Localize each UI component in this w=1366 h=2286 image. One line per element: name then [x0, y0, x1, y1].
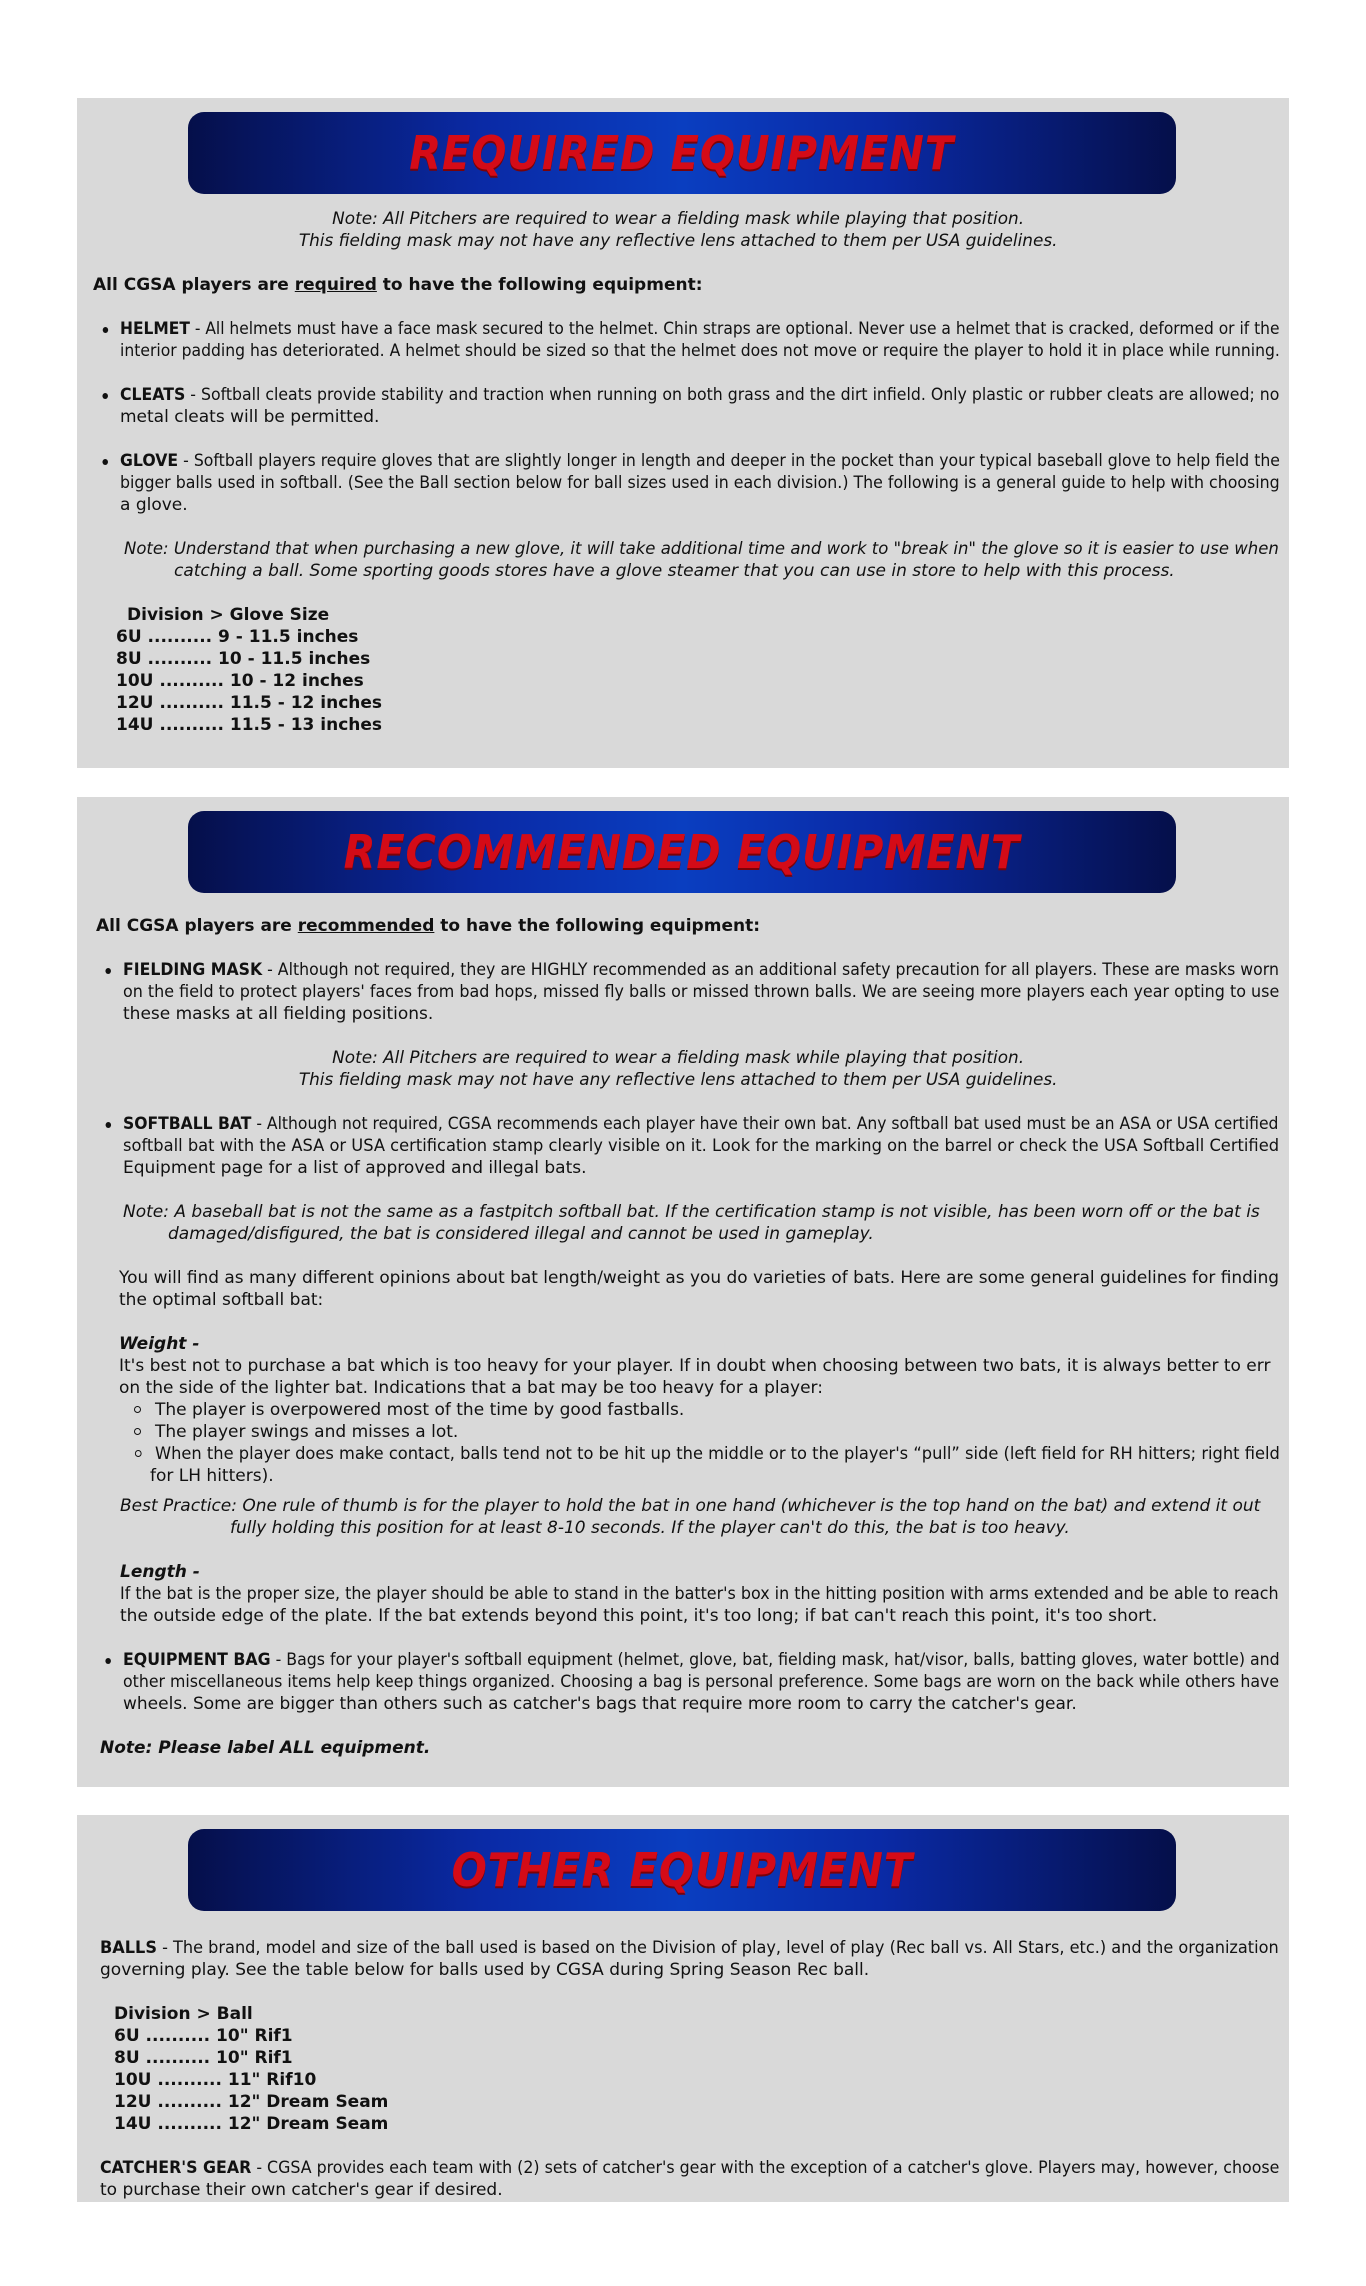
glove-size-row: 6U .......... 9 - 11.5 inches — [116, 627, 359, 647]
weight-line1: It's best not to purchase a bat which is too heavy for your player. If in doubt when choosing between two bats, it is always better to err — [119, 1356, 1271, 1376]
glove-note-line2: catching a ball. Some sporting goods stores have a glove steamer that you can use in store to help with this process. — [174, 561, 1175, 581]
weight-indicator-item: The player swings and misses a lot. — [155, 1422, 459, 1442]
ball-size-row: 10U .......... 11" Rif10 — [114, 2070, 317, 2090]
pitcher-mask-note-line2: This fielding mask may not have any reflective lens attached to them per USA guidelines. — [298, 1070, 1058, 1090]
glove-item: GLOVE - Softball players require gloves that are slightly longer in length and deeper in the pocket than your typical baseball glove to help field the — [120, 451, 1280, 471]
cleats-item-line2: metal cleats will be permitted. — [120, 407, 380, 427]
other-equipment-section — [77, 1815, 1289, 2202]
fielding-mask-line2: on the field to protect players' faces from bad hops, missed fly balls or missed thrown balls. We are seeing more players each year opting to use — [123, 982, 1280, 1002]
best-practice-line2: fully holding this position for at least 8-10 seconds. If the player can't do this, the bat is too heavy. — [230, 1518, 1070, 1538]
ball-size-row: 6U .......... 10" Rif1 — [114, 2026, 293, 2046]
ball-size-header: Division > Ball — [114, 2004, 253, 2024]
helmet-item-line2: interior padding has deteriorated. A helmet should be sized so that the helmet does not move or require the player to hold it in place while running. — [120, 341, 1280, 361]
balls-item: BALLS - The brand, model and size of the ball used is based on the Division of play, level of play (Rec ball vs. All Stars, etc.) and the organization — [100, 1938, 1279, 1958]
label-equipment-note: Note: Please label ALL equipment. — [100, 1738, 431, 1758]
required-equipment-section — [77, 98, 1289, 768]
glove-item-line2: bigger balls used in softball. (See the Ball section below for ball sizes used in each division.) The following is a general guide to help with choosing — [120, 473, 1280, 493]
ball-size-row: 8U .......... 10" Rif1 — [114, 2048, 293, 2068]
best-practice-line1: Best Practice: One rule of thumb is for the player to hold the bat in one hand (whichever is the top hand on the bat) and extend it out — [120, 1496, 1261, 1516]
glove-size-row: 12U .......... 11.5 - 12 inches — [116, 693, 383, 713]
catchers-gear-line2: to purchase their own catcher's gear if desired. — [100, 2180, 503, 2200]
pitcher-mask-note-line1: Note: All Pitchers are required to wear a fielding mask while playing that position. — [332, 1048, 1025, 1068]
length-heading: Length - — [120, 1562, 200, 1582]
glove-size-header: Division > Glove Size — [127, 605, 330, 625]
equipment-bag-line3: wheels. Some are bigger than others such as catcher's bags that require more room to carry the catcher's gear. — [123, 1694, 1077, 1714]
ball-size-row: 14U .......... 12" Dream Seam — [114, 2114, 389, 2134]
weight-indicator-item: When the player does make contact, balls tend not to be hit up the middle or to the player's “pull” side (left field for RH hitters; right field — [155, 1444, 1280, 1464]
required-equipment-title: REQUIRED EQUIPMENT — [409, 126, 955, 180]
recommended-intro: All CGSA players are recommended to have the following equipment: — [96, 916, 760, 936]
equipment-bag-item: EQUIPMENT BAG - Bags for your player's softball equipment (helmet, glove, bat, fielding mask, hat/visor, balls, batting gloves, water bottle) and — [123, 1650, 1280, 1670]
recommended-equipment-banner — [188, 811, 1176, 893]
weight-line2: on the side of the lighter bat. Indications that a bat may be too heavy for a player: — [119, 1378, 823, 1398]
other-equipment-banner — [188, 1829, 1176, 1911]
weight-indicator-item: The player is overpowered most of the time by good fastballs. — [155, 1400, 685, 1420]
softball-bat-line2: softball bat with the ASA or USA certification stamp clearly visible on it. Look for the marking on the barrel or check the USA Softball Certified — [123, 1136, 1280, 1156]
helmet-item: HELMET - All helmets must have a face mask secured to the helmet. Chin straps are optional. Never use a helmet that is cracked, deformed or if the — [120, 319, 1280, 339]
glove-item-line3: a glove. — [120, 495, 188, 515]
bat-note-line2: damaged/disfigured, the bat is considered illegal and cannot be used in gameplay. — [168, 1224, 874, 1244]
bat-opinions-line2: the optimal softball bat: — [119, 1290, 324, 1310]
bat-opinions-line1: You will find as many different opinions about bat length/weight as you do varieties of bats. Here are some general guidelines for finding — [119, 1268, 1280, 1288]
catchers-gear-item: CATCHER'S GEAR - CGSA provides each team with (2) sets of catcher's gear with the exception of a catcher's glove. Players may, however, choose — [100, 2158, 1280, 2178]
pitcher-mask-note-line2: This fielding mask may not have any reflective lens attached to them per USA guidelines. — [298, 231, 1058, 251]
glove-size-row: 8U .......... 10 - 11.5 inches — [116, 649, 371, 669]
weight-heading: Weight - — [119, 1334, 200, 1354]
equipment-bag-line2: other miscellaneous items help keep things organized. Choosing a bag is personal preference. Some bags are worn on the back while others have — [123, 1672, 1280, 1692]
balls-item-line2: governing play. See the table below for balls used by CGSA during Spring Season Rec ball. — [100, 1960, 870, 1980]
glove-size-row: 10U .......... 10 - 12 inches — [116, 671, 364, 691]
length-line1: If the bat is the proper size, the player should be able to stand in the batter's box in the hitting position with arms extended and be able to reach — [120, 1584, 1279, 1604]
recommended-equipment-section — [77, 797, 1289, 1787]
other-equipment-title: OTHER EQUIPMENT — [451, 1843, 913, 1897]
pitcher-mask-note-line1: Note: All Pitchers are required to wear a fielding mask while playing that position. — [332, 209, 1025, 229]
length-line2: the outside edge of the plate. If the bat extends beyond this point, it's too long; if bat can't reach this point, it's too short. — [120, 1606, 1158, 1626]
softball-bat-line3: Equipment page for a list of approved and illegal bats. — [123, 1158, 587, 1178]
recommended-equipment-title: RECOMMENDED EQUIPMENT — [343, 825, 1021, 879]
fielding-mask-item: FIELDING MASK - Although not required, they are HIGHLY recommended as an additional safety precaution for all players. These are masks worn — [123, 960, 1279, 980]
required-equipment-banner — [188, 112, 1176, 194]
softball-bat-item: SOFTBALL BAT - Although not required, CGSA recommends each player have their own bat. Any softball bat used must be an ASA or USA certified — [123, 1114, 1279, 1134]
glove-note-line1: Note: Understand that when purchasing a new glove, it will take additional time and work to "break in" the glove so it is easier to use when — [124, 539, 1279, 559]
ball-size-row: 12U .......... 12" Dream Seam — [114, 2092, 389, 2112]
required-intro: All CGSA players are required to have the following equipment: — [93, 275, 703, 295]
bat-note-line1: Note: A baseball bat is not the same as a fastpitch softball bat. If the certification stamp is not visible, has been worn off or the bat is — [123, 1202, 1260, 1222]
glove-size-row: 14U .......... 11.5 - 13 inches — [116, 715, 383, 735]
weight-indicator-item-line2: for LH hitters). — [150, 1466, 274, 1486]
cleats-item: CLEATS - Softball cleats provide stability and traction when running on both grass and the dirt infield. Only plastic or rubber cleats are allowed; no — [120, 385, 1280, 405]
fielding-mask-line3: these masks at all fielding positions. — [123, 1004, 434, 1024]
